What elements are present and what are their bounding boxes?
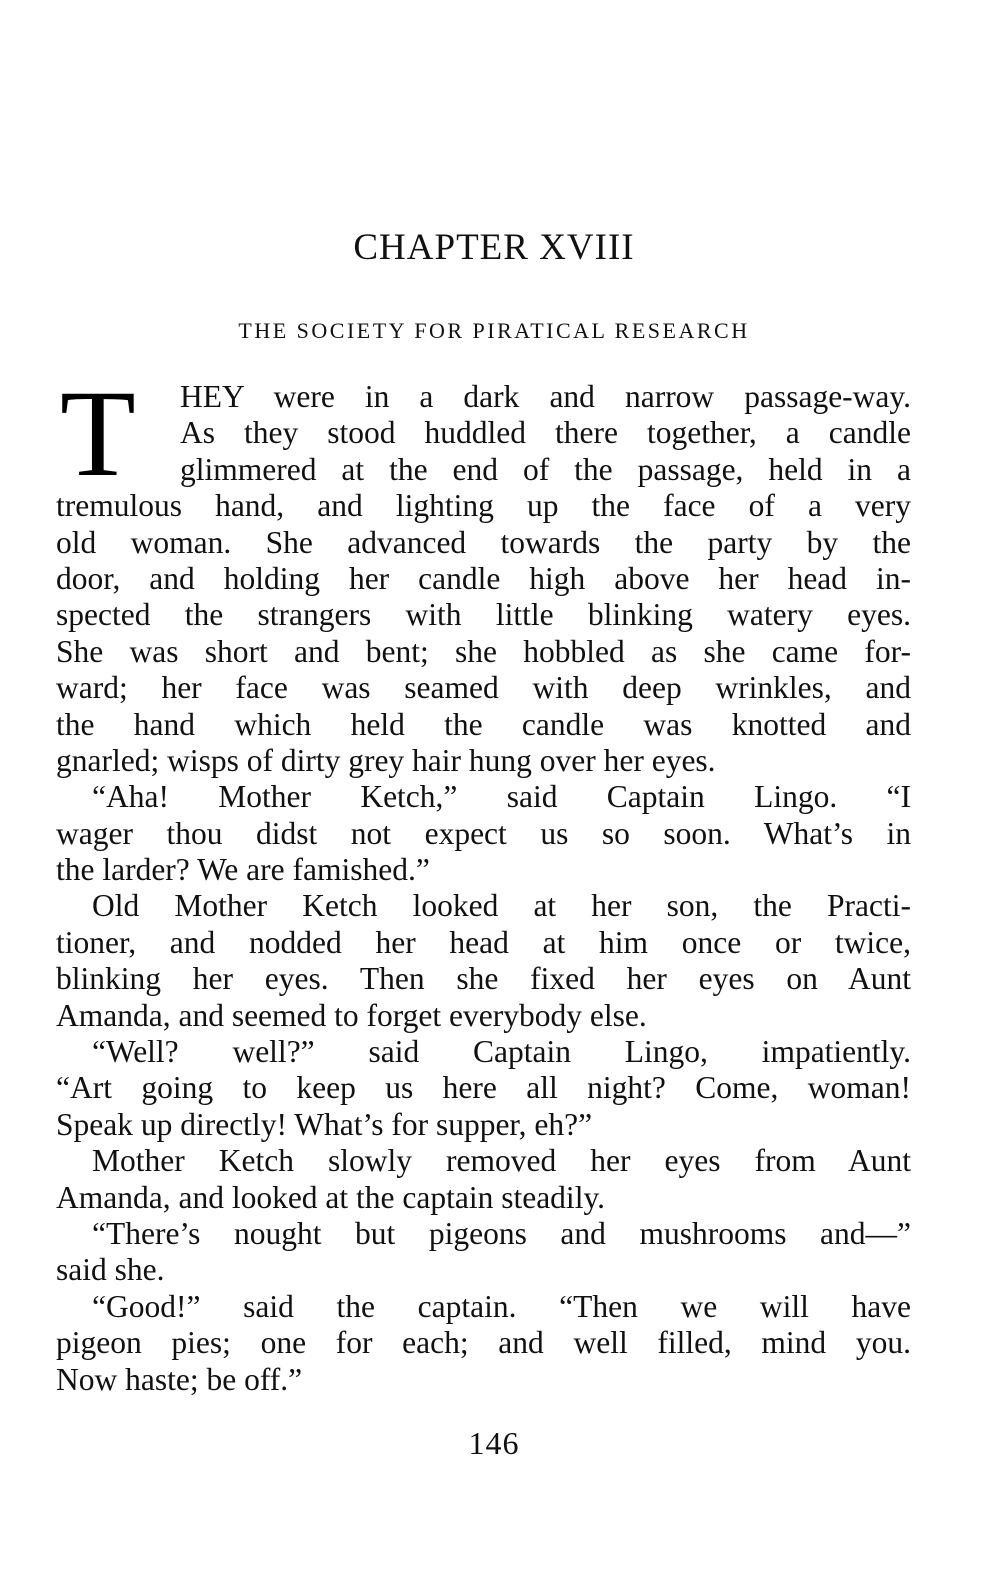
text-line: “There’s nought but pigeons and mushrooms and—” bbox=[92, 1215, 911, 1251]
text-line: “Well? well?” said Captain Lingo, impatiently. bbox=[92, 1034, 911, 1070]
text-line: Now haste; be off.” bbox=[56, 1361, 303, 1397]
text-line: old woman. She advanced towards the party by the bbox=[56, 524, 911, 560]
text-line: Mother Ketch slowly removed her eyes from Aunt bbox=[92, 1143, 911, 1179]
text-line: Speak up directly! What’s for supper, eh?” bbox=[56, 1106, 593, 1142]
text-line: HEY were in a dark and narrow passage-way. bbox=[180, 379, 911, 414]
text-line: As they stood huddled there together, a candle bbox=[180, 415, 911, 451]
text-line: wager thou didst not expect us so soon. What’s in bbox=[56, 815, 911, 851]
text-line: the larder? We are famished.” bbox=[56, 852, 430, 888]
text-line: ward; her face was seamed with deep wrinkles, and bbox=[56, 670, 911, 706]
text-line: gnarled; wisps of dirty grey hair hung over her eyes. bbox=[56, 742, 716, 778]
text-line: pigeon pies; one for each; and well filled, mind you. bbox=[56, 1325, 911, 1361]
chapter-subtitle: THE SOCIETY FOR PIRATICAL RESEARCH bbox=[238, 318, 750, 343]
text-line: “Good!” said the captain. “Then we will have bbox=[92, 1288, 911, 1324]
text-line: glimmered at the end of the passage, held in a bbox=[180, 451, 911, 487]
text-line: door, and holding her candle high above her head in- bbox=[56, 560, 911, 596]
page-number: 146 bbox=[468, 1425, 520, 1461]
text-line: She was short and bent; she hobbled as she came for- bbox=[56, 633, 911, 669]
text-line: spected the strangers with little blinking watery eyes. bbox=[56, 597, 911, 633]
text-line: tioner, and nodded her head at him once or twice, bbox=[56, 924, 911, 960]
body-text bbox=[56, 365, 911, 1398]
text-line: said she. bbox=[56, 1252, 165, 1288]
text-line: Old Mother Ketch looked at her son, the Practi- bbox=[92, 888, 911, 924]
text-line: “Aha! Mother Ketch,” said Captain Lingo. “I bbox=[92, 779, 911, 815]
text-line: the hand which held the candle was knotted and bbox=[56, 706, 911, 742]
drop-cap: T bbox=[60, 365, 136, 502]
text-line: tremulous hand, and lighting up the face of a very bbox=[56, 488, 911, 524]
text-line: Amanda, and seemed to forget everybody else. bbox=[56, 997, 647, 1033]
chapter-title: CHAPTER XVIII bbox=[353, 227, 635, 268]
text-line: “Art going to keep us here all night? Come, woman! bbox=[56, 1070, 911, 1106]
text-line: Amanda, and looked at the captain steadily. bbox=[56, 1179, 606, 1215]
text-line: blinking her eyes. Then she fixed her eyes on Aunt bbox=[56, 961, 911, 997]
